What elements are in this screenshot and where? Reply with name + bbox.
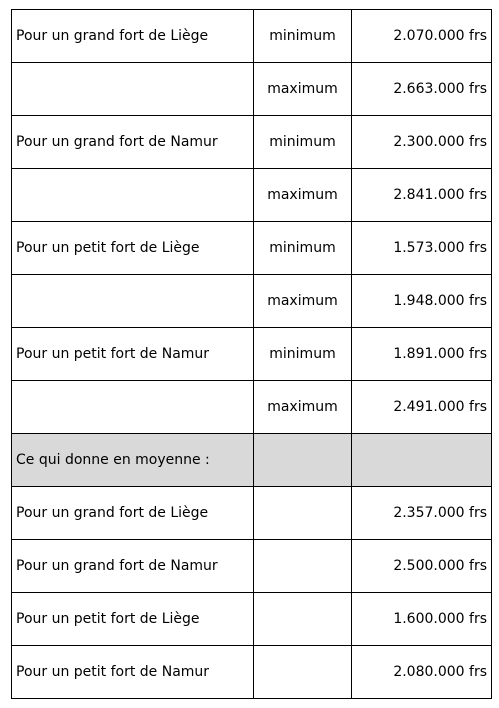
amount-cell: 2.357.000 frs [352, 487, 492, 540]
table-row [12, 646, 492, 699]
label-cell: Ce qui donne en moyenne : [12, 434, 254, 487]
summary-header-row [12, 434, 492, 487]
kind-cell: minimum [254, 10, 352, 63]
amount-cell: 1.600.000 frs [352, 593, 492, 646]
table-row [12, 487, 492, 540]
label-cell: Pour un grand fort de Liège [12, 10, 254, 63]
kind-cell: minimum [254, 328, 352, 381]
kind-cell: maximum [254, 381, 352, 434]
amount-cell: 1.573.000 frs [352, 222, 492, 275]
amount-cell: 2.663.000 frs [352, 63, 492, 116]
table-row [12, 275, 492, 328]
kind-cell: maximum [254, 275, 352, 328]
amount-cell: 1.948.000 frs [352, 275, 492, 328]
amount-cell: 2.300.000 frs [352, 116, 492, 169]
label-cell [12, 275, 254, 328]
amount-cell: 2.841.000 frs [352, 169, 492, 222]
label-cell [12, 381, 254, 434]
label-cell: Pour un petit fort de Liège [12, 222, 254, 275]
amount-cell: 2.491.000 frs [352, 381, 492, 434]
table-row [12, 328, 492, 381]
amount-cell [352, 434, 492, 487]
label-cell [12, 169, 254, 222]
table-row [12, 169, 492, 222]
label-cell: Pour un petit fort de Namur [12, 328, 254, 381]
kind-cell [254, 646, 352, 699]
kind-cell: minimum [254, 116, 352, 169]
fort-cost-table [11, 9, 492, 699]
kind-cell [254, 434, 352, 487]
table-row [12, 222, 492, 275]
table-row [12, 593, 492, 646]
label-cell [12, 63, 254, 116]
label-cell: Pour un grand fort de Liège [12, 487, 254, 540]
amount-cell: 2.500.000 frs [352, 540, 492, 593]
table-row [12, 381, 492, 434]
table-row [12, 540, 492, 593]
table-row [12, 63, 492, 116]
kind-cell: minimum [254, 222, 352, 275]
kind-cell [254, 593, 352, 646]
kind-cell [254, 487, 352, 540]
label-cell: Pour un petit fort de Liège [12, 593, 254, 646]
label-cell: Pour un petit fort de Namur [12, 646, 254, 699]
amount-cell: 1.891.000 frs [352, 328, 492, 381]
kind-cell [254, 540, 352, 593]
kind-cell: maximum [254, 169, 352, 222]
table-row [12, 116, 492, 169]
table-row [12, 10, 492, 63]
kind-cell: maximum [254, 63, 352, 116]
label-cell: Pour un grand fort de Namur [12, 116, 254, 169]
amount-cell: 2.070.000 frs [352, 10, 492, 63]
table-body [12, 10, 492, 699]
label-cell: Pour un grand fort de Namur [12, 540, 254, 593]
amount-cell: 2.080.000 frs [352, 646, 492, 699]
